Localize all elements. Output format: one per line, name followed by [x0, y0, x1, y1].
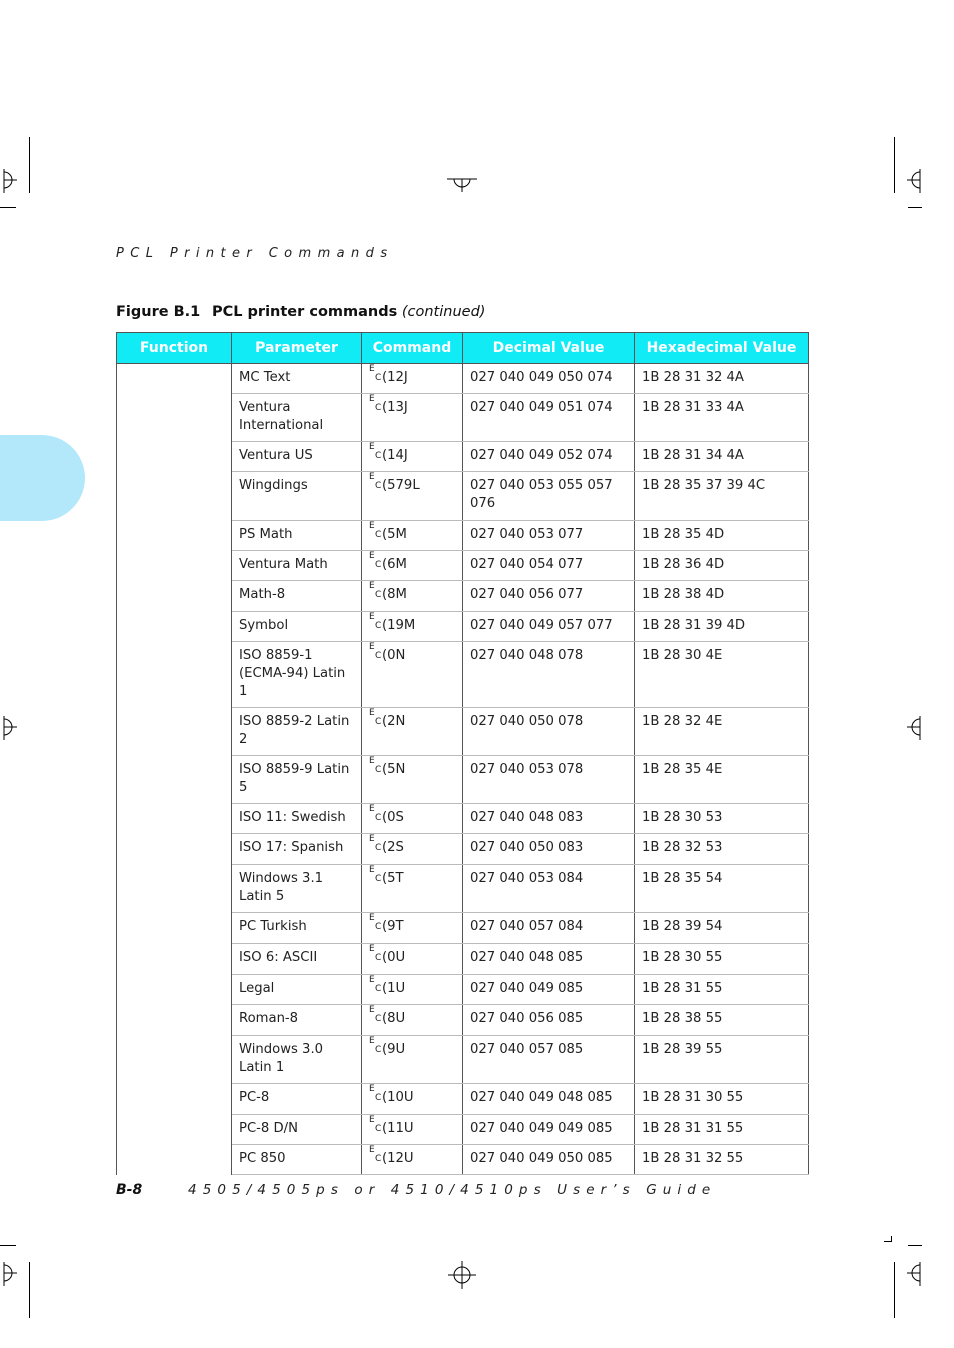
- escape-character-icon: [369, 442, 382, 465]
- decimal-value-cell: 027 040 057 085: [463, 1036, 635, 1084]
- parameter-cell: Roman-8: [232, 1005, 362, 1036]
- parameter-cell: Legal: [232, 975, 362, 1005]
- decimal-value-cell: 027 040 048 085: [463, 944, 635, 975]
- registration-mark-bottom-center-icon: [447, 1261, 477, 1291]
- command-cell: [362, 804, 463, 834]
- escape-character-icon: [369, 1145, 382, 1168]
- parameter-cell: Wingdings: [232, 472, 362, 521]
- escape-character-icon: [369, 394, 382, 417]
- escape-symbol-bottom: C: [375, 560, 382, 570]
- decimal-value-cell: 027 040 049 052 074: [463, 442, 635, 472]
- parameter-cell: Ventura International: [232, 394, 362, 442]
- command-text: (6M: [382, 557, 407, 572]
- escape-symbol-top: E: [369, 1084, 375, 1094]
- decimal-value-cell: 027 040 049 048 085: [463, 1084, 635, 1115]
- escape-character-icon: [369, 913, 382, 936]
- escape-character-icon: [369, 975, 382, 998]
- escape-symbol-bottom: C: [375, 403, 382, 413]
- command-text: (9T: [382, 919, 404, 934]
- command-cell: [362, 1145, 463, 1175]
- parameter-cell: Windows 3.1 Latin 5: [232, 865, 362, 913]
- escape-symbol-bottom: C: [375, 1124, 382, 1134]
- table-row: [117, 364, 809, 394]
- command-text: (0N: [382, 648, 406, 663]
- hex-value-cell: 1B 28 31 55: [635, 975, 809, 1005]
- command-text: (5N: [382, 762, 406, 777]
- hex-value-cell: 1B 28 38 55: [635, 1005, 809, 1036]
- parameter-cell: PC-8: [232, 1084, 362, 1115]
- command-text: (1U: [382, 981, 406, 996]
- command-cell: [362, 1115, 463, 1145]
- parameter-cell: Math-8: [232, 581, 362, 612]
- header-function: Function: [117, 333, 232, 364]
- command-text: (5M: [382, 527, 407, 542]
- escape-symbol-top: E: [369, 364, 375, 374]
- parameter-cell: ISO 8859-2 Latin 2: [232, 708, 362, 756]
- command-cell: [362, 834, 463, 865]
- book-title: 4505/4505ps or 4510/4510ps User’s Guide: [188, 1182, 717, 1198]
- escape-symbol-bottom: C: [375, 984, 382, 994]
- registration-mark-top-center-icon: [447, 177, 477, 193]
- hex-value-cell: 1B 28 31 32 4A: [635, 364, 809, 394]
- parameter-cell: PC 850: [232, 1145, 362, 1175]
- header-parameter: Parameter: [232, 333, 362, 364]
- hex-value-cell: 1B 28 30 53: [635, 804, 809, 834]
- command-cell: [362, 865, 463, 913]
- escape-symbol-top: E: [369, 472, 375, 482]
- escape-symbol-top: E: [369, 612, 375, 622]
- hex-value-cell: 1B 28 31 30 55: [635, 1084, 809, 1115]
- figure-caption: [116, 304, 485, 320]
- escape-symbol-bottom: C: [375, 843, 382, 853]
- parameter-cell: Ventura US: [232, 442, 362, 472]
- command-text: (12J: [382, 370, 408, 385]
- registration-mark-right-bottom-icon: [906, 1262, 924, 1286]
- hex-value-cell: 1B 28 31 33 4A: [635, 394, 809, 442]
- figure-title: PCL printer commands: [212, 304, 398, 320]
- hex-value-cell: 1B 28 32 53: [635, 834, 809, 865]
- decimal-value-cell: 027 040 053 077: [463, 521, 635, 551]
- escape-symbol-bottom: C: [375, 922, 382, 932]
- decimal-value-cell: 027 040 050 078: [463, 708, 635, 756]
- escape-symbol-top: E: [369, 975, 375, 985]
- command-text: (2S: [382, 840, 404, 855]
- escape-symbol-top: E: [369, 708, 375, 718]
- escape-symbol-top: E: [369, 442, 375, 452]
- hex-value-cell: 1B 28 35 4E: [635, 756, 809, 804]
- escape-symbol-bottom: C: [375, 373, 382, 383]
- parameter-cell: Symbol: [232, 612, 362, 642]
- escape-character-icon: [369, 944, 382, 967]
- hex-value-cell: 1B 28 39 54: [635, 913, 809, 944]
- command-text: (8U: [382, 1011, 406, 1026]
- table-body: [117, 364, 809, 1175]
- decimal-value-cell: 027 040 048 078: [463, 642, 635, 708]
- command-cell: [362, 581, 463, 612]
- parameter-cell: PS Math: [232, 521, 362, 551]
- decimal-value-cell: 027 040 053 078: [463, 756, 635, 804]
- parameter-cell: ISO 8859-9 Latin 5: [232, 756, 362, 804]
- escape-character-icon: [369, 865, 382, 888]
- escape-character-icon: [369, 804, 382, 827]
- parameter-cell: ISO 11: Swedish: [232, 804, 362, 834]
- command-cell: [362, 708, 463, 756]
- command-text: (0S: [382, 810, 404, 825]
- command-text: (2N: [382, 714, 406, 729]
- escape-symbol-top: E: [369, 865, 375, 875]
- parameter-cell: Ventura Math: [232, 551, 362, 581]
- escape-symbol-top: E: [369, 756, 375, 766]
- escape-symbol-bottom: C: [375, 530, 382, 540]
- command-text: (11U: [382, 1121, 414, 1136]
- hex-value-cell: 1B 28 30 55: [635, 944, 809, 975]
- decimal-value-cell: 027 040 048 083: [463, 804, 635, 834]
- escape-character-icon: [369, 551, 382, 574]
- escape-symbol-top: E: [369, 1036, 375, 1046]
- escape-character-icon: [369, 364, 382, 387]
- escape-symbol-top: E: [369, 521, 375, 531]
- decimal-value-cell: 027 040 049 057 077: [463, 612, 635, 642]
- escape-character-icon: [369, 756, 382, 779]
- decimal-value-cell: 027 040 056 085: [463, 1005, 635, 1036]
- escape-symbol-top: E: [369, 913, 375, 923]
- running-head: PCL Printer Commands: [116, 246, 394, 261]
- command-text: (13J: [382, 400, 408, 415]
- escape-symbol-bottom: C: [375, 621, 382, 631]
- header-decimal-value: Decimal Value: [463, 333, 635, 364]
- decimal-value-cell: 027 040 049 051 074: [463, 394, 635, 442]
- command-text: (8M: [382, 587, 407, 602]
- escape-character-icon: [369, 1084, 382, 1107]
- decimal-value-cell: 027 040 053 084: [463, 865, 635, 913]
- command-cell: [362, 1036, 463, 1084]
- escape-character-icon: [369, 472, 382, 495]
- hex-value-cell: 1B 28 35 54: [635, 865, 809, 913]
- command-text: (19M: [382, 618, 416, 633]
- escape-symbol-bottom: C: [375, 1014, 382, 1024]
- decimal-value-cell: 027 040 057 084: [463, 913, 635, 944]
- command-cell: [362, 642, 463, 708]
- command-text: (14J: [382, 448, 408, 463]
- hex-value-cell: 1B 28 38 4D: [635, 581, 809, 612]
- escape-character-icon: [369, 612, 382, 635]
- escape-character-icon: [369, 1036, 382, 1059]
- command-cell: [362, 975, 463, 1005]
- escape-symbol-bottom: C: [375, 717, 382, 727]
- command-cell: [362, 612, 463, 642]
- command-cell: [362, 1005, 463, 1036]
- hex-value-cell: 1B 28 31 32 55: [635, 1145, 809, 1175]
- escape-symbol-top: E: [369, 1145, 375, 1155]
- escape-symbol-top: E: [369, 944, 375, 954]
- escape-symbol-top: E: [369, 804, 375, 814]
- hex-value-cell: 1B 28 30 4E: [635, 642, 809, 708]
- hex-value-cell: 1B 28 31 31 55: [635, 1115, 809, 1145]
- escape-symbol-top: E: [369, 581, 375, 591]
- command-cell: [362, 472, 463, 521]
- decimal-value-cell: 027 040 056 077: [463, 581, 635, 612]
- figure-number: Figure B.1: [116, 304, 201, 320]
- escape-symbol-bottom: C: [375, 1093, 382, 1103]
- escape-symbol-bottom: C: [375, 590, 382, 600]
- decimal-value-cell: 027 040 049 085: [463, 975, 635, 1005]
- escape-symbol-bottom: C: [375, 651, 382, 661]
- command-text: (5T: [382, 871, 404, 886]
- chapter-side-tab: [0, 435, 85, 521]
- command-cell: [362, 394, 463, 442]
- decimal-value-cell: 027 040 049 050 085: [463, 1145, 635, 1175]
- escape-character-icon: [369, 708, 382, 731]
- function-cell: [117, 364, 232, 1175]
- escape-symbol-bottom: C: [375, 1154, 382, 1164]
- escape-symbol-top: E: [369, 642, 375, 652]
- registration-mark-right-top-icon: [906, 169, 924, 193]
- escape-character-icon: [369, 581, 382, 604]
- escape-symbol-bottom: C: [375, 1045, 382, 1055]
- escape-symbol-top: E: [369, 1005, 375, 1015]
- parameter-cell: ISO 6: ASCII: [232, 944, 362, 975]
- decimal-value-cell: 027 040 049 050 074: [463, 364, 635, 394]
- escape-character-icon: [369, 642, 382, 665]
- escape-symbol-top: E: [369, 834, 375, 844]
- escape-character-icon: [369, 521, 382, 544]
- parameter-cell: ISO 8859-1 (ECMA-94) Latin 1: [232, 642, 362, 708]
- escape-symbol-top: E: [369, 1115, 375, 1125]
- escape-character-icon: [369, 1115, 382, 1138]
- table-header-row: [117, 333, 809, 364]
- hex-value-cell: 1B 28 32 4E: [635, 708, 809, 756]
- hex-value-cell: 1B 28 35 4D: [635, 521, 809, 551]
- registration-mark-right-middle-icon: [906, 716, 924, 740]
- escape-symbol-bottom: C: [375, 953, 382, 963]
- hex-value-cell: 1B 28 39 55: [635, 1036, 809, 1084]
- command-cell: [362, 913, 463, 944]
- page-number: B-8: [116, 1182, 143, 1198]
- command-cell: [362, 442, 463, 472]
- escape-symbol-top: E: [369, 394, 375, 404]
- registration-mark-left-top-icon: [0, 169, 18, 193]
- figure-note: (continued): [401, 304, 486, 320]
- escape-symbol-bottom: C: [375, 451, 382, 461]
- command-text: (579L: [382, 478, 420, 493]
- command-cell: [362, 521, 463, 551]
- command-cell: [362, 756, 463, 804]
- hex-value-cell: 1B 28 36 4D: [635, 551, 809, 581]
- hex-value-cell: 1B 28 31 34 4A: [635, 442, 809, 472]
- escape-symbol-bottom: C: [375, 765, 382, 775]
- escape-symbol-top: E: [369, 551, 375, 561]
- command-text: (12U: [382, 1151, 414, 1166]
- escape-symbol-bottom: C: [375, 813, 382, 823]
- decimal-value-cell: 027 040 049 049 085: [463, 1115, 635, 1145]
- hex-value-cell: 1B 28 31 39 4D: [635, 612, 809, 642]
- parameter-cell: PC-8 D/N: [232, 1115, 362, 1145]
- hex-value-cell: 1B 28 35 37 39 4C: [635, 472, 809, 521]
- escape-character-icon: [369, 834, 382, 857]
- decimal-value-cell: 027 040 054 077: [463, 551, 635, 581]
- escape-symbol-bottom: C: [375, 874, 382, 884]
- decimal-value-cell: 027 040 053 055 057 076: [463, 472, 635, 521]
- header-command: Command: [362, 333, 463, 364]
- parameter-cell: MC Text: [232, 364, 362, 394]
- parameter-cell: PC Turkish: [232, 913, 362, 944]
- escape-symbol-bottom: C: [375, 481, 382, 491]
- command-text: (0U: [382, 950, 406, 965]
- decimal-value-cell: 027 040 050 083: [463, 834, 635, 865]
- header-hexadecimal-value: Hexadecimal Value: [635, 333, 809, 364]
- pcl-commands-table: [116, 332, 809, 1175]
- command-cell: [362, 551, 463, 581]
- registration-mark-left-middle-icon: [0, 716, 18, 740]
- command-text: (10U: [382, 1090, 414, 1105]
- registration-mark-left-bottom-icon: [0, 1262, 18, 1286]
- parameter-cell: ISO 17: Spanish: [232, 834, 362, 865]
- escape-character-icon: [369, 1005, 382, 1028]
- command-text: (9U: [382, 1042, 406, 1057]
- command-cell: [362, 364, 463, 394]
- command-cell: [362, 1084, 463, 1115]
- command-cell: [362, 944, 463, 975]
- parameter-cell: Windows 3.0 Latin 1: [232, 1036, 362, 1084]
